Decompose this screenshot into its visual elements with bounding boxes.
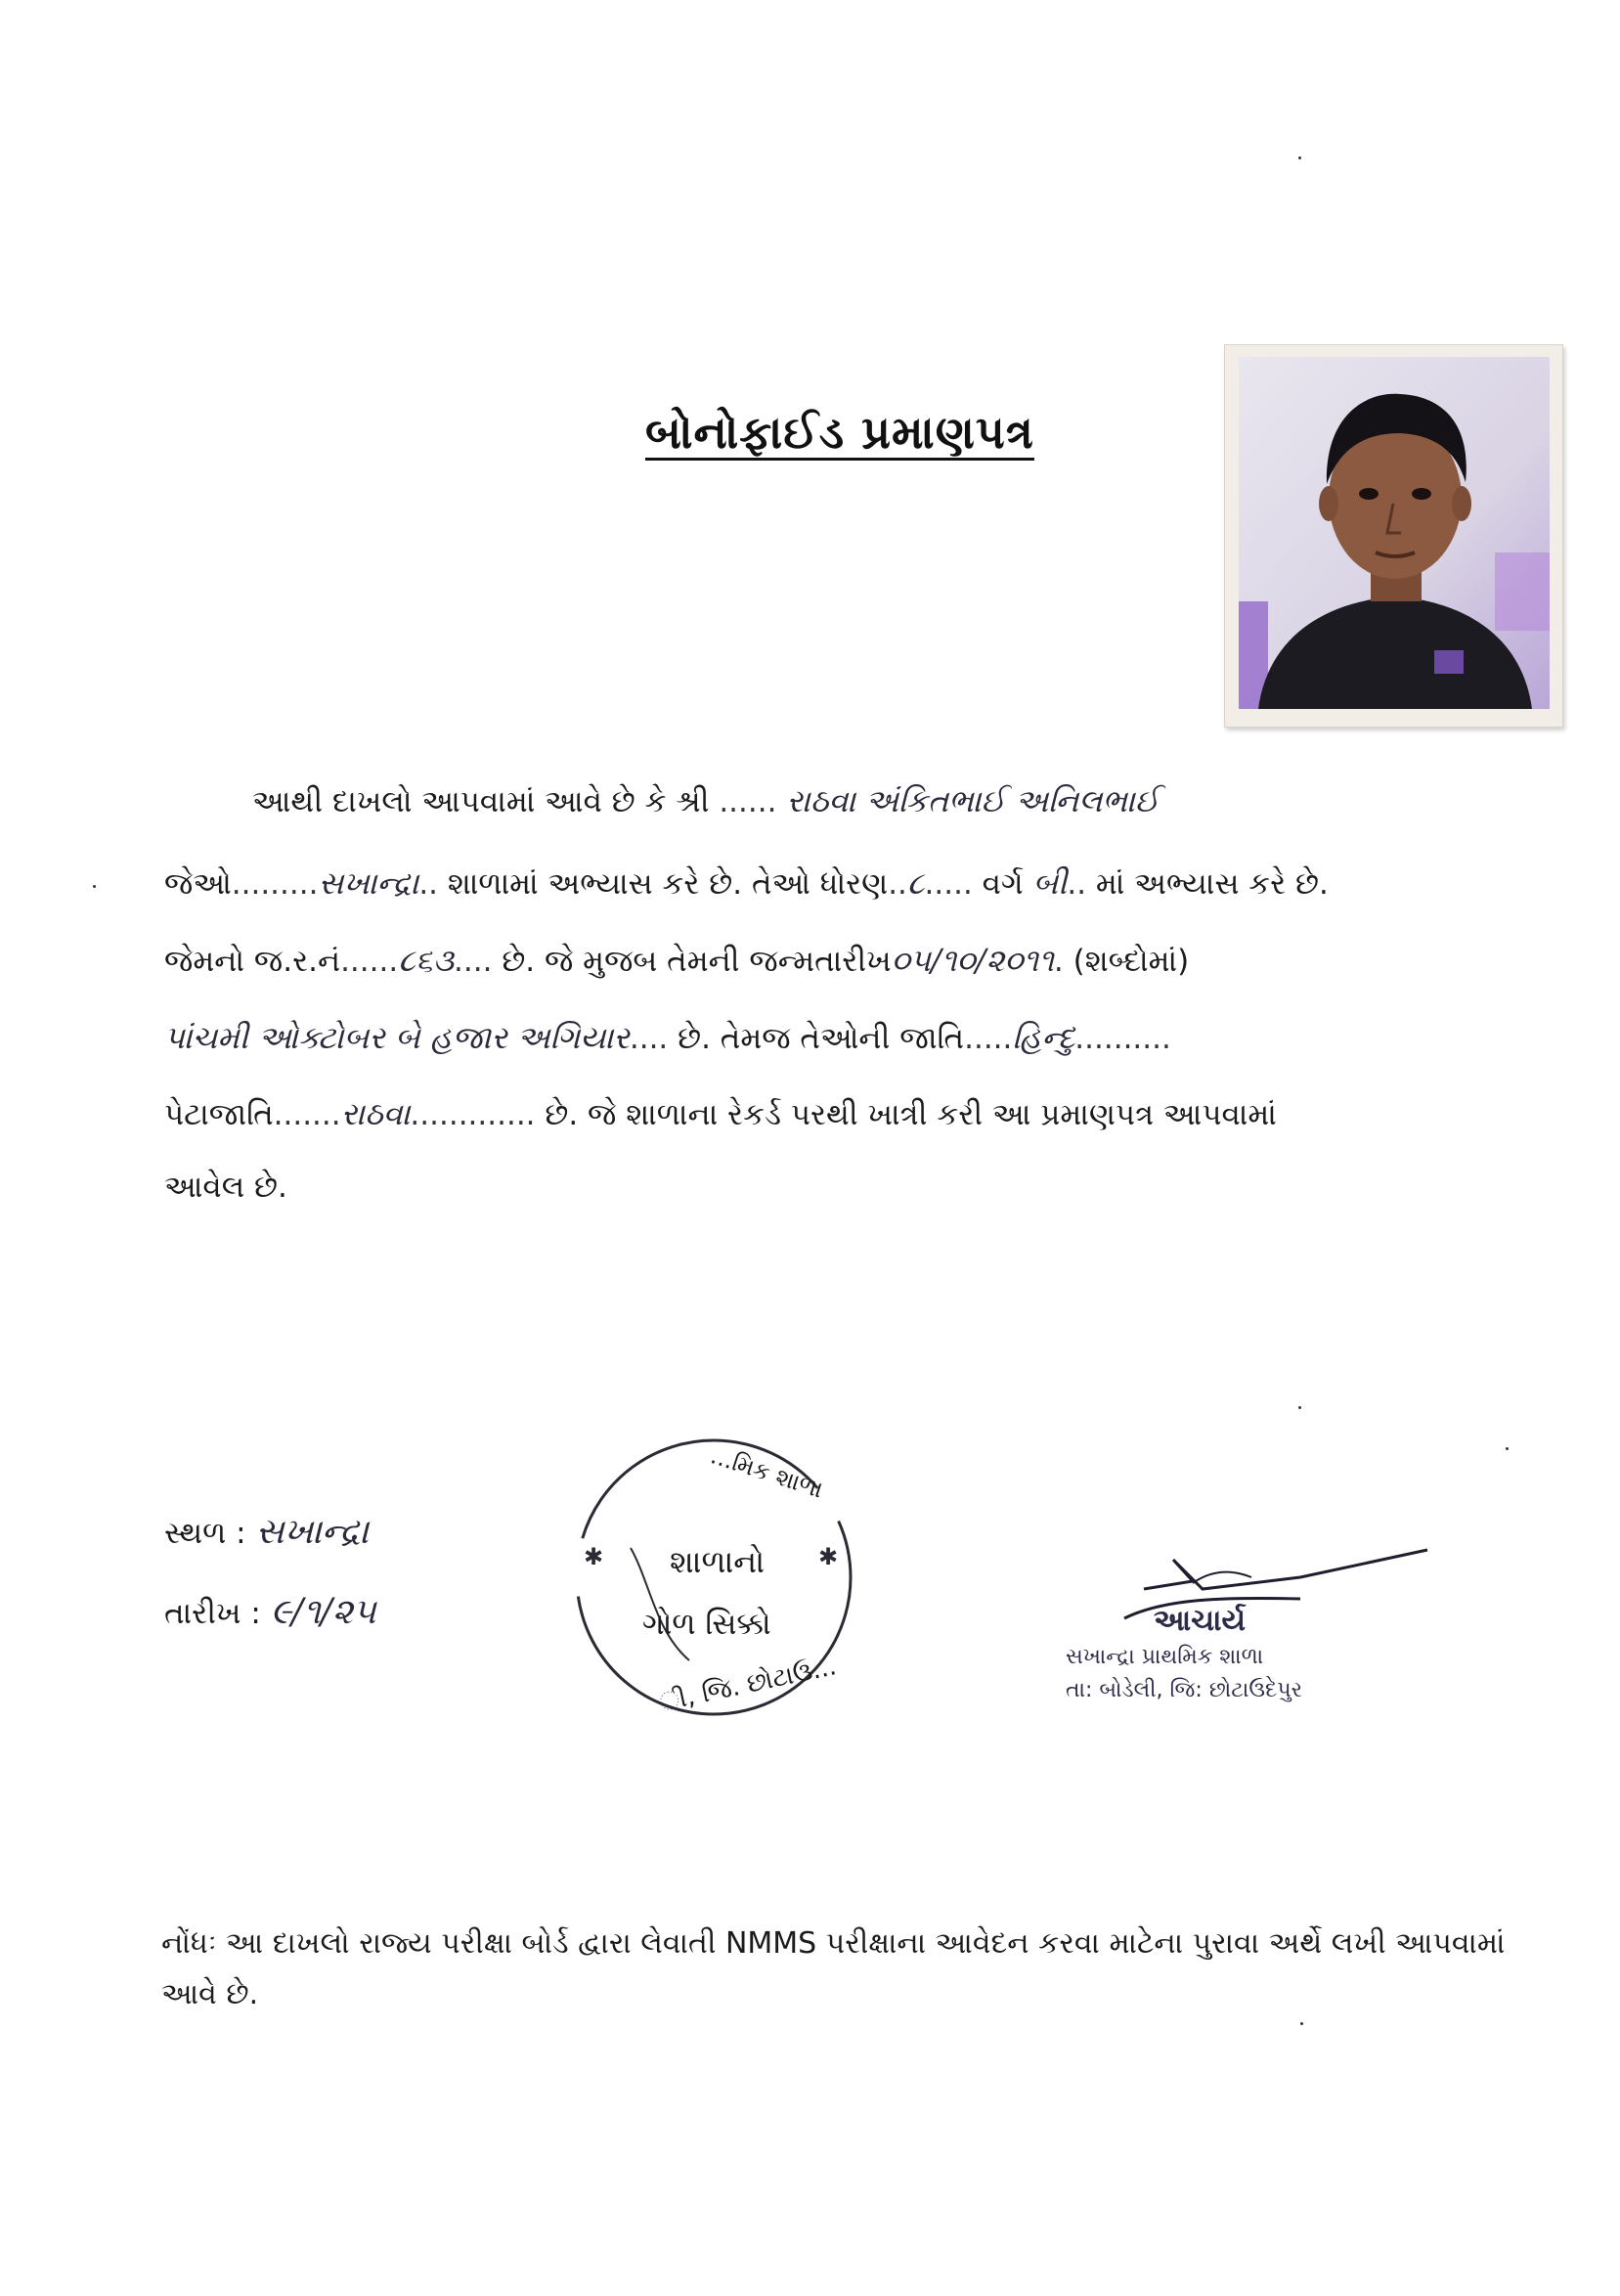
svg-text:✱: ✱ (818, 1543, 839, 1570)
date-label: તારીખ : (164, 1596, 261, 1631)
grno-label: જેમનો જ.ર.નં (164, 944, 341, 979)
scan-speck (1300, 2022, 1303, 2025)
school-name: સખાન્દ્રા (318, 864, 419, 902)
line5-end: છે. જે શાળાના રેકર્ડ પરથી ખાત્રી કરી આ પ્રમાણપત્ર આપવામાં (545, 1097, 1277, 1132)
body-line-4: પાંચમી ઓક્ટોબર બે હજાર અગિયાર.... છે. તેમજ તેઓની જાતિ.....હિન્દુ.......... (164, 1019, 1171, 1056)
caste-label: છે. તેમજ તેઓની જાતિ (678, 1021, 965, 1056)
svg-text:✱: ✱ (584, 1543, 604, 1570)
scan-speck (1298, 156, 1301, 159)
seal-center-text-2: ગોળ સિક્કો (642, 1607, 771, 1642)
subcaste-label: પેટાજાતિ (164, 1097, 274, 1132)
standard-value: ૮ (906, 864, 925, 902)
line2-prefix: જેઓ (164, 866, 232, 902)
scan-speck (93, 885, 96, 888)
student-photo (1224, 344, 1563, 728)
line2-end: માં અભ્યાસ કરે છે. (1095, 866, 1329, 902)
certify-text: આથી દાખલો આપવામાં આવે છે કે શ્રી (252, 784, 710, 819)
place-label: સ્થળ : (164, 1516, 246, 1551)
division-value: બી (1032, 864, 1068, 902)
seal-top-text: ...મિક શાળા (707, 1441, 827, 1504)
body-line-3: જેમનો જ.ર.નં......૮૬૩.... છે. જે મુજબ તેમની જન્મતારીખ૦૫/૧૦/૨૦૧૧. (શબ્દોમાં) (164, 942, 1190, 979)
student-portrait-image (1239, 357, 1550, 709)
principal-stamp-line-2: તા: બોડેલી, જિ: છોટાઉદેપુર (1066, 1678, 1303, 1702)
caste-value: હિન્દુ (1012, 1019, 1075, 1056)
line2-mid: શાળામાં અભ્યાસ કરે છે. તેઓ ધોરણ (447, 866, 889, 902)
footnote: નોંધઃ આ દાખલો રાજ્ય પરીક્ષા બોર્ડ દ્વારા લેવાતી NMMS પરીક્ષાના આવેદન કરવા માટેના પુરાવા અર્થે લખી આપવામાં આવે છે. (161, 1926, 1506, 2011)
scan-speck (1298, 1406, 1301, 1409)
subcaste-value: રાઠવા (340, 1095, 411, 1132)
school-seal (562, 1426, 865, 1729)
body-line-2: જેઓ.........સખાન્દ્રા.. શાળામાં અભ્યાસ કરે છે. તેઓ ધોરણ..૮..... વર્ગ બી.. માં અભ્યાસ કરે છે. (164, 864, 1329, 902)
date-row (164, 1592, 376, 1633)
dob-in-words: પાંચમી ઓક્ટોબર બે હજાર અગિયાર (164, 1019, 630, 1056)
seal-bottom-text: ી, જિ. છોટાઉ... (656, 1652, 840, 1718)
student-name: રાઠવા અંકિતભાઈ અનિલભાઈ (786, 782, 1160, 819)
principal-stamp-line-1: સખાન્દ્રા પ્રાથમિક શાળા (1066, 1645, 1264, 1669)
grno-value: ૮૬૩ (398, 942, 455, 979)
in-words-label: (શબ્દોમાં) (1073, 944, 1190, 979)
place-value: સખાન્દ્રા (255, 1512, 370, 1552)
place-row (164, 1512, 369, 1553)
document-title: બોનોફાઈડ પ્રમાણપત્ર (645, 406, 1034, 459)
scan-speck (1506, 1447, 1509, 1450)
seal-center-text: શાળાનો (670, 1543, 766, 1580)
dob-label: છે. જે મુજબ તેમની જન્મતારીખ (502, 944, 892, 979)
division-label: વર્ગ (982, 866, 1024, 902)
principal-title: આચાર્ય (1154, 1604, 1247, 1638)
dob-value: ૦૫/૧૦/૨૦૧૧ (891, 942, 1054, 979)
date-value: ૯/૧/૨૫ (270, 1592, 376, 1632)
body-line-5: પેટાજાતિ.......રાઠવા............. છે. જે શાળાના રેકર્ડ પરથી ખાત્રી કરી આ પ્રમાણપત્ર આપવામાં (164, 1095, 1277, 1132)
body-line-1: આથી દાખલો આપવામાં આવે છે કે શ્રી ...... રાઠવા અંકિતભાઈ અનિલભાઈ (252, 782, 1160, 819)
body-line-6: આવેલ છે. (164, 1170, 287, 1205)
